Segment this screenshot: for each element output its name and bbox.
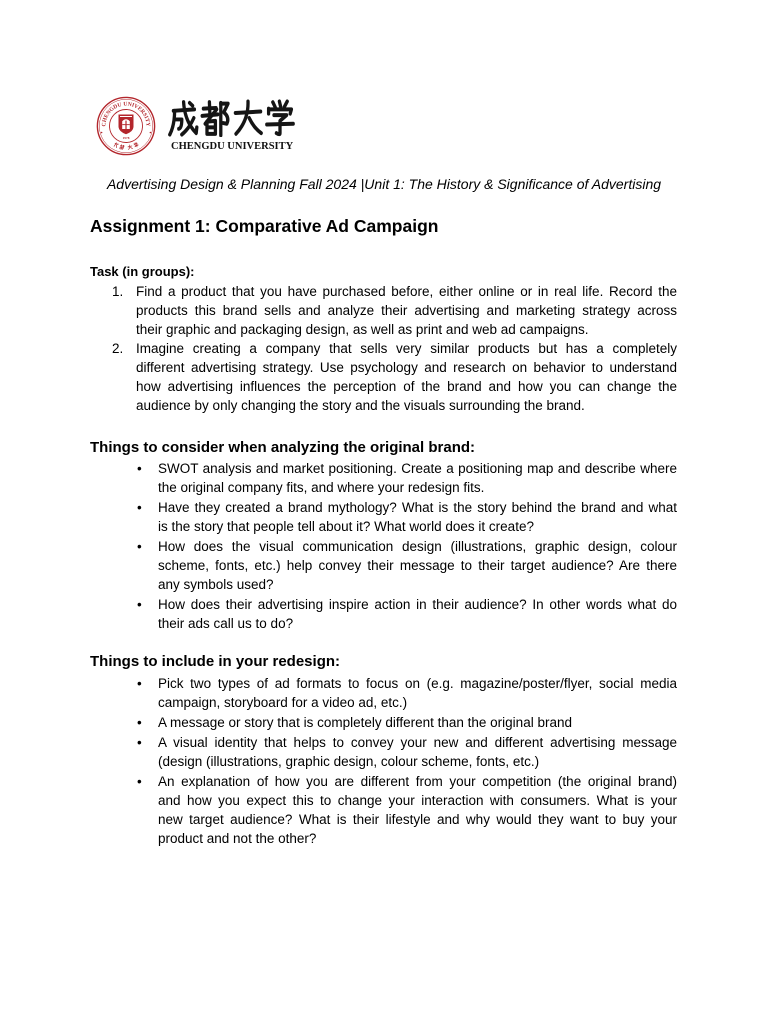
course-header: Advertising Design & Planning Fall 2024 |Unit 1: The History & Significance of Advertising xyxy=(106,176,662,192)
bullet-point: • xyxy=(137,597,142,612)
text-line: new target audience? What is their lifestyle and why would they want to buy your xyxy=(158,812,677,827)
list-item xyxy=(90,498,677,536)
text-line: How does the visual communication design (illustrations, graphic design, colour xyxy=(158,539,677,554)
text-line: products this brand sells and analyze their advertising and marketing strategy across xyxy=(136,303,677,318)
analyze-bullet-list xyxy=(90,459,677,633)
text-line: how advertising influences the perception of the brand and how you can change the xyxy=(136,379,677,394)
text-line: Imagine creating a company that sells very similar products but has a completely xyxy=(136,341,677,356)
bullet-point: • xyxy=(137,676,142,691)
bullet-point: • xyxy=(137,500,142,515)
text-line: product and not the other? xyxy=(158,831,317,846)
seal-ring-text: CHENGDU UNIVERSITY xyxy=(101,101,151,127)
text-line: audience by only changing the story and the visuals surrounding the brand. xyxy=(136,398,585,413)
seal-emblem-icon xyxy=(119,115,134,135)
text-line: the original company fits, and where your redesign fits. xyxy=(158,480,485,495)
text-line: and how you expect this to change your interaction with consumers. What is your xyxy=(158,793,677,808)
list-number: 2. xyxy=(112,341,124,356)
list-item xyxy=(90,772,677,848)
task-item xyxy=(90,339,677,415)
text-line: Have they created a brand mythology? What is the story behind the brand and what xyxy=(158,500,677,515)
text-line: A visual identity that helps to convey your new and different advertising message xyxy=(158,735,677,750)
university-wordmark-en: CHENGDU UNIVERSITY xyxy=(171,141,294,152)
list-item xyxy=(90,674,677,712)
list-item xyxy=(90,459,677,497)
task-label: Task (in groups): xyxy=(90,264,195,279)
text-line: SWOT analysis and market positioning. Create a positioning map and describe where xyxy=(158,461,677,476)
text-line: campaign, storyboard for a video ad, etc.) xyxy=(158,695,408,710)
text-line: Pick two types of ad formats to focus on (e.g. magazine/poster/flyer, social media xyxy=(158,676,677,691)
list-item xyxy=(90,537,677,594)
text-line: Find a product that you have purchased before, either online or in real life. Record the xyxy=(136,284,677,299)
bullet-point: • xyxy=(137,461,142,476)
list-item xyxy=(90,733,677,771)
task-list xyxy=(90,282,677,415)
bullet-point: • xyxy=(137,715,142,730)
task-item xyxy=(90,282,677,339)
text-line: An explanation of how you are different from your competition (the original brand) xyxy=(158,774,677,789)
text-line: their ads call us to do? xyxy=(158,616,294,631)
section-heading-analyze: Things to consider when analyzing the original brand: xyxy=(90,439,476,456)
list-item xyxy=(90,595,677,633)
text-line: their graphic and packaging design, as well as print and web ad campaigns. xyxy=(136,322,589,337)
university-seal-logo xyxy=(96,96,156,156)
bullet-point: • xyxy=(137,735,142,750)
text-line: is the story that people tell about it? What world does it create? xyxy=(158,519,534,534)
bullet-point: • xyxy=(137,539,142,554)
list-item xyxy=(90,713,677,732)
page-title: Assignment 1: Comparative Ad Campaign xyxy=(90,216,439,236)
text-line: How does their advertising inspire action in their audience? In other words what do xyxy=(158,597,677,612)
text-line: any symbols used? xyxy=(158,577,274,592)
text-line: A message or story that is completely different than the original brand xyxy=(158,715,572,730)
text-line: scheme, fonts, etc.) help convey their message to their target audience? Are there xyxy=(158,558,677,573)
redesign-bullet-list xyxy=(90,674,677,848)
text-line: different advertising strategy. Use psychology and research on behavior to understand xyxy=(136,360,677,375)
seal-year: 1978 xyxy=(122,136,130,141)
text-line: (design (illustrations, graphic design, colour scheme, fonts, etc.) xyxy=(158,754,540,769)
university-wordmark-cn xyxy=(167,99,297,137)
bullet-point: • xyxy=(137,774,142,789)
section-heading-redesign: Things to include in your redesign: xyxy=(90,653,341,670)
list-number: 1. xyxy=(112,284,124,299)
